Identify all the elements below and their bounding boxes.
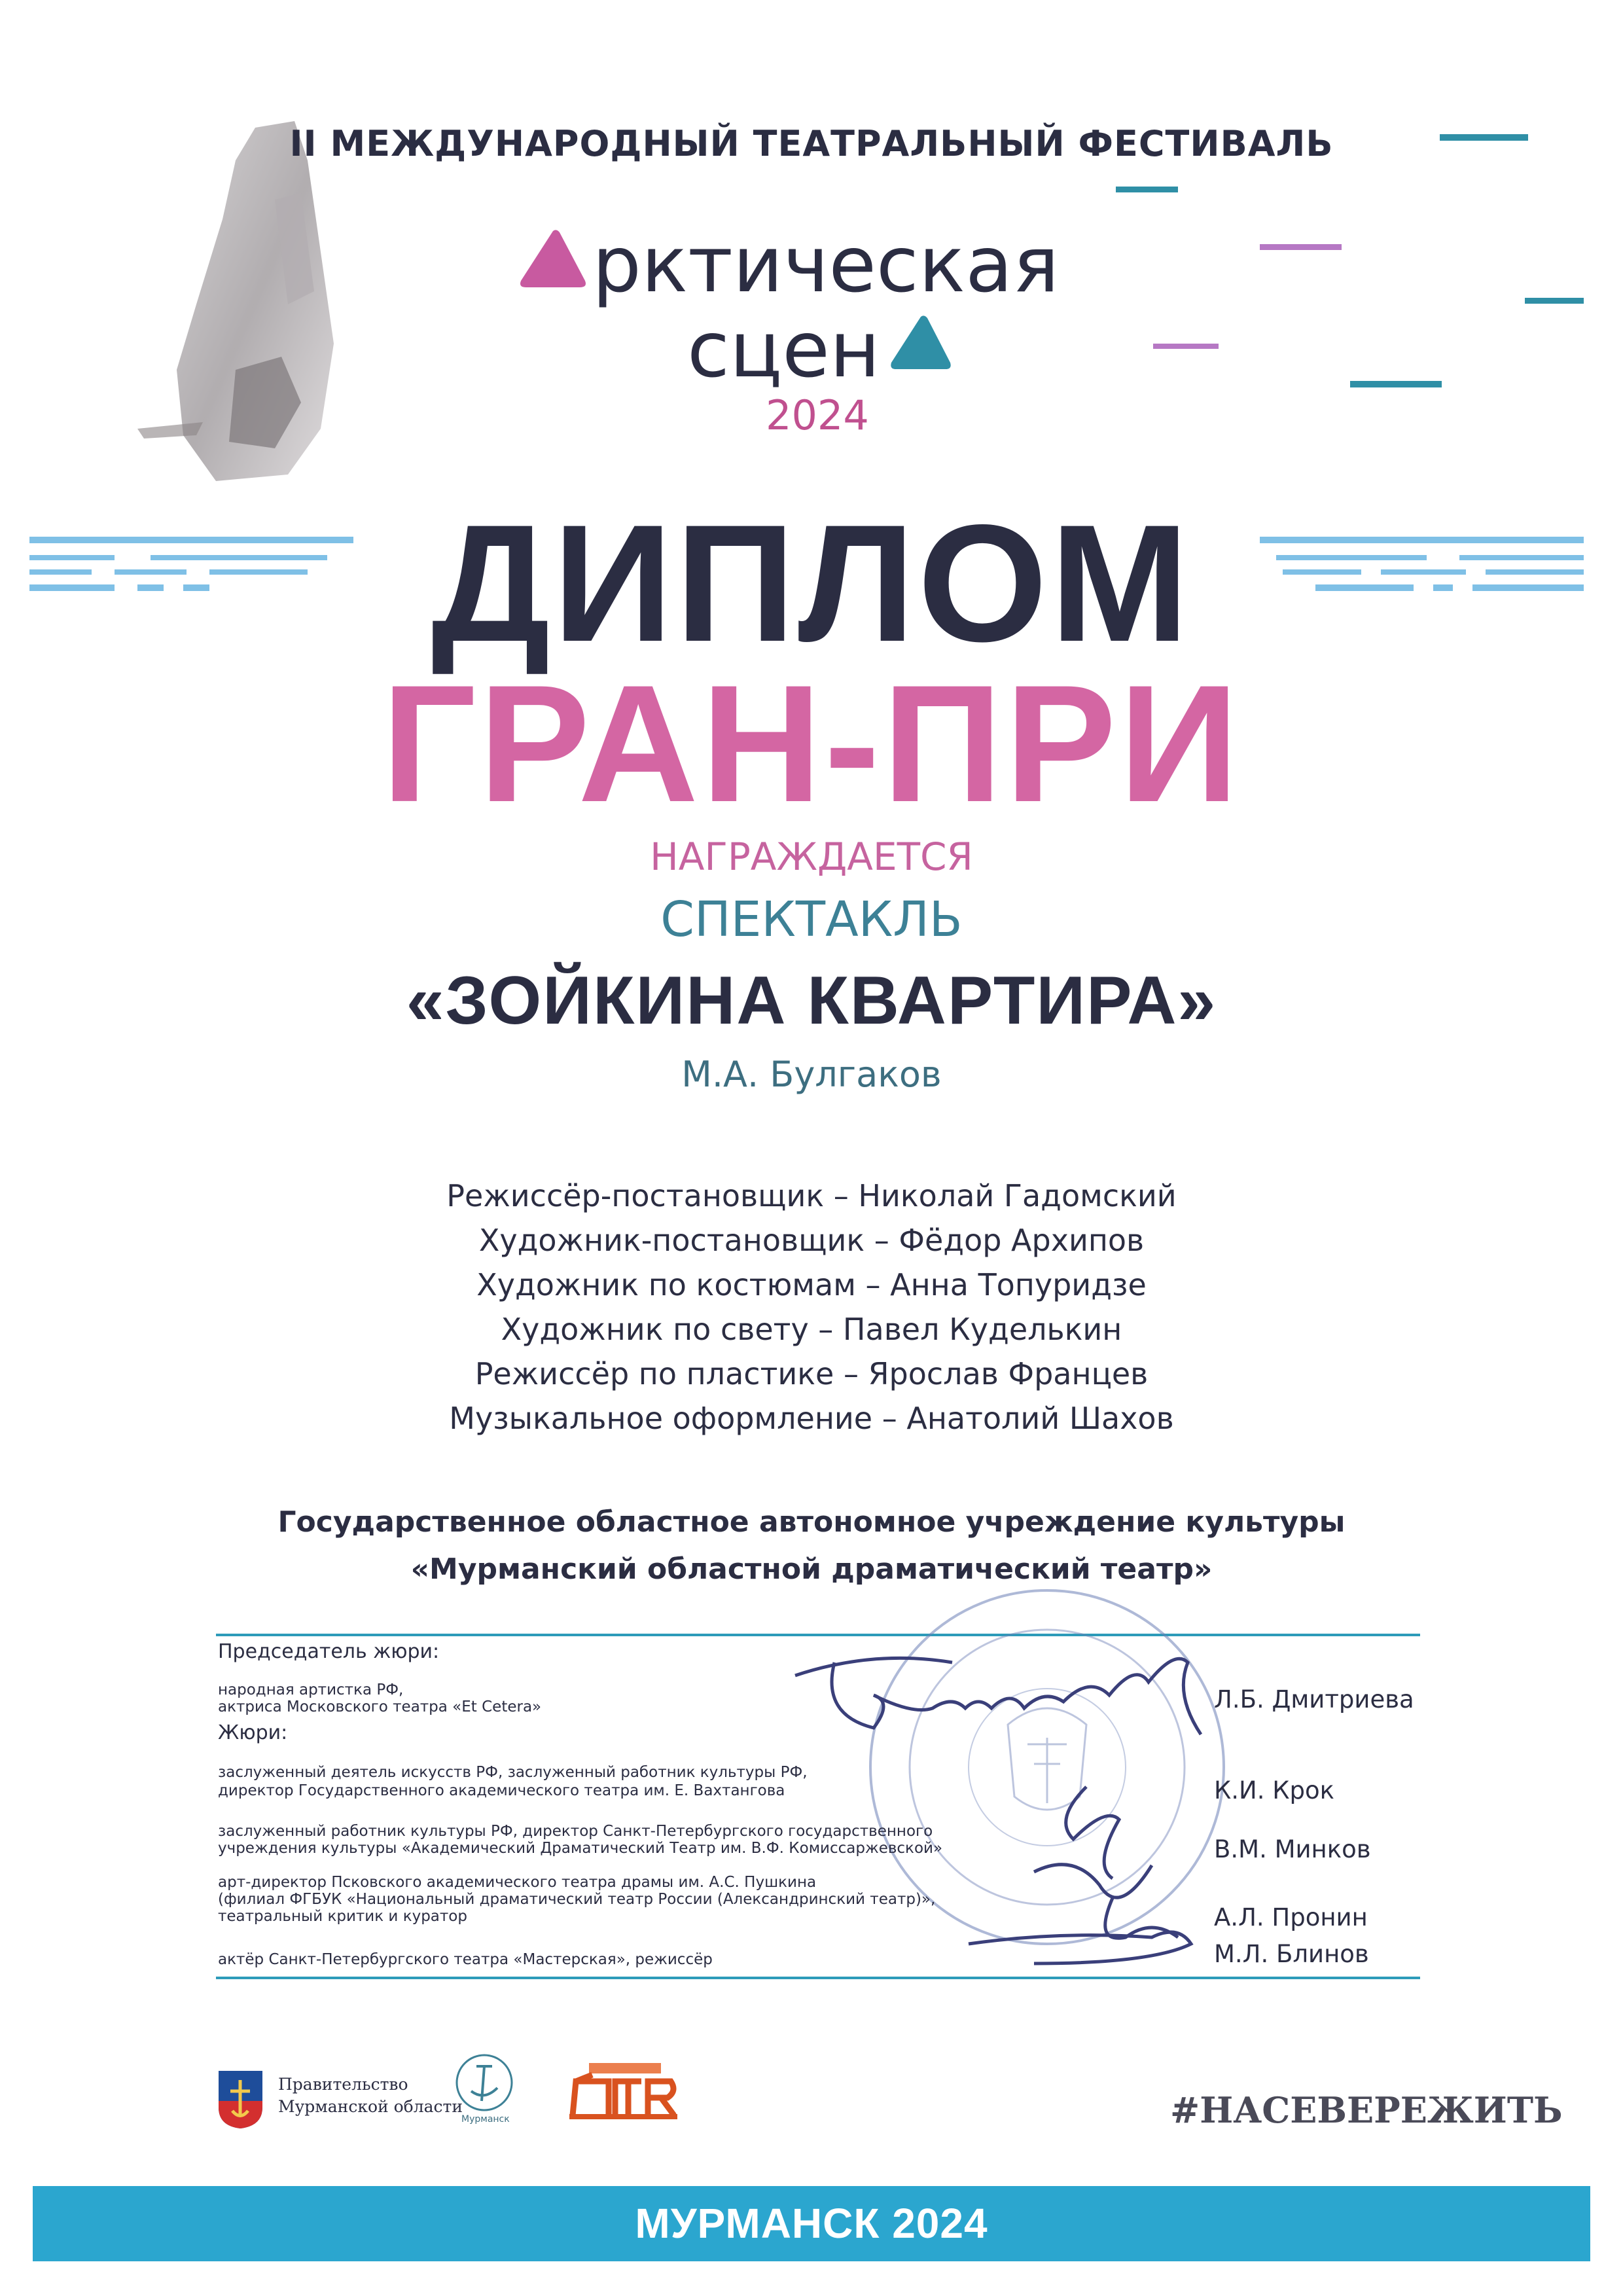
logo-year: 2024 — [766, 391, 869, 439]
logo-triangle-pink-icon — [517, 226, 589, 291]
signature-chair — [782, 1636, 1227, 1754]
organization-name: Государственное областное автономное учреждение культуры — [277, 1505, 1346, 1539]
festival-title: II МЕЖДУНАРОДНЫЙ ТЕАТРАЛЬНЫЙ ФЕСТИВАЛЬ — [289, 123, 1334, 164]
jury-member-desc: театральный критик и куратор — [218, 1908, 467, 1925]
theatre-logo — [569, 2062, 681, 2121]
play-title: «ЗОЙКИНА КВАРТИРА» — [406, 963, 1217, 1039]
divider-line — [216, 1977, 1420, 1979]
jury-member-desc: учреждения культуры «Академический Драматический Театр им. В.Ф. Комиссаржевской» — [218, 1840, 943, 1857]
logo-text-line2: сцен — [687, 304, 880, 395]
photo-fragment — [124, 121, 353, 488]
logo-triangle-teal-icon — [888, 313, 954, 372]
decorative-dash — [1350, 381, 1442, 387]
murmansk-emblem-icon — [452, 2052, 517, 2114]
government-logo-text — [278, 2073, 463, 2118]
murmansk-emblem-caption: Мурманск — [461, 2114, 510, 2125]
decorative-dash — [1153, 344, 1219, 349]
government-line: Мурманской области — [278, 2097, 463, 2116]
government-line: Правительство — [278, 2075, 408, 2094]
credit-line: Режиссёр-постановщик – Николай Гадомский — [446, 1178, 1177, 1213]
jury-member-name: В.М. Минков — [1214, 1835, 1371, 1863]
jury-member-name: К.И. Крок — [1214, 1776, 1334, 1804]
jury-member-name: А.Л. Пронин — [1214, 1903, 1368, 1931]
murmansk-coat-of-arms-icon — [216, 2068, 265, 2130]
jury-chair-name: Л.Б. Дмитриева — [1214, 1685, 1414, 1713]
credit-line: Художник по костюмам – Анна Топуридзе — [476, 1267, 1147, 1302]
jury-member-desc: заслуженный деятель искусств РФ, заслуженный работник культуры РФ, — [218, 1764, 808, 1781]
logo-text-line1: рктическая — [592, 219, 1060, 310]
jury-member-desc: директор Государственного академического театра им. Е. Вахтангова — [218, 1782, 785, 1799]
jury-member-desc: арт-директор Псковского академического театра драмы им. А.С. Пушкина — [218, 1874, 817, 1891]
signature-members — [955, 1767, 1230, 1977]
footer-city-year: МУРМАНСК 2024 — [635, 2200, 988, 2247]
jury-member-desc: (филиал ФГБУК «Национальный драматический театр России (Александринский театр)», — [218, 1891, 936, 1908]
jury-chair-desc: народная артистка РФ, — [218, 1681, 404, 1698]
jury-chair-desc: актриса Московского театра «Et Cetera» — [218, 1698, 542, 1715]
play-author: М.А. Булгаков — [681, 1054, 942, 1095]
awarded-label: НАГРАЖДАЕТСЯ — [650, 834, 973, 879]
jury-member-name: М.Л. Блинов — [1214, 1940, 1369, 1968]
jury-members-heading: Жюри: — [218, 1721, 288, 1744]
diploma-title: ДИПЛОМ — [431, 490, 1192, 677]
jury-chair-heading: Председатель жюри: — [218, 1640, 440, 1663]
hashtag: #НАСЕВЕРЕЖИТЬ — [1170, 2089, 1563, 2131]
theatre-name: «Мурманский областной драматический театр» — [410, 1552, 1213, 1586]
decorative-dash — [1116, 187, 1178, 192]
credit-line: Режиссёр по пластике – Ярослав Францев — [474, 1356, 1149, 1391]
decorative-dash — [1440, 134, 1528, 141]
credit-line: Музыкальное оформление – Анатолий Шахов — [449, 1401, 1174, 1436]
play-label: СПЕКТАКЛЬ — [660, 891, 963, 948]
credit-line: Художник-постановщик – Фёдор Архипов — [478, 1223, 1145, 1258]
decorative-dash — [1525, 298, 1584, 304]
jury-member-desc: заслуженный работник культуры РФ, директор Санкт-Петербургского государственного — [218, 1823, 933, 1840]
award-title: ГРАН-ПРИ — [381, 651, 1242, 837]
decorative-dash — [1260, 244, 1342, 250]
credit-line: Художник по свету – Павел Куделькин — [501, 1312, 1122, 1347]
jury-member-desc: актёр Санкт-Петербургского театра «Мастерская», режиссёр — [218, 1951, 713, 1968]
